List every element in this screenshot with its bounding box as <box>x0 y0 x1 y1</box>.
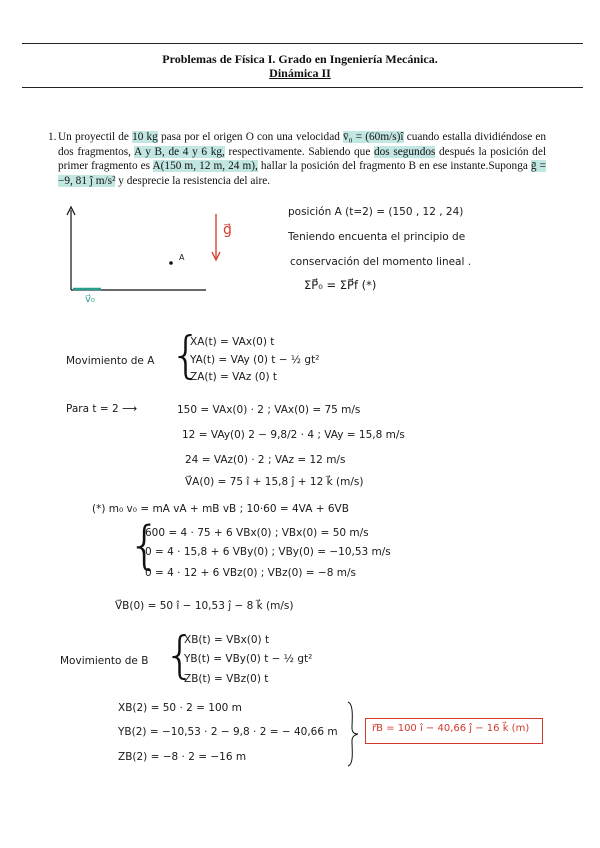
mov-b-eq2: YB(t) = VBy(0) t − ½ gt² <box>184 653 313 665</box>
note-position-a: posición A (t=2) = (150 , 12 , 24) <box>288 206 464 218</box>
header-subtitle-text: Dinámica II <box>269 66 331 80</box>
note-teniendo: Teniendo encuenta el principio de <box>288 231 466 243</box>
mov-a-eq3: ZA(t) = VAz (0) t <box>190 371 278 383</box>
para-line1: 150 = VAx(0) · 2 ; VAx(0) = 75 m/s <box>177 404 361 416</box>
highlighted-phrase: A y B, de 4 y 6 kg, <box>134 145 225 158</box>
mov-a-eq2: YA(t) = VAy (0) t − ½ gt² <box>190 354 320 366</box>
g-label: g⃗ <box>223 222 232 238</box>
note-sum-momentum: ΣP⃗₀ = ΣP⃗f (*) <box>304 278 377 292</box>
highlighted-phrase: A(150 m, 12 m, 24 m), <box>152 160 258 173</box>
point-a-label: A <box>179 253 185 262</box>
result-brace <box>348 702 358 766</box>
final-line2: YB(2) = −10,53 · 2 − 9,8 · 2 = − 40,66 m <box>118 726 338 738</box>
highlighted-phrase: v̄₀ = (60m/s)î <box>343 131 404 143</box>
para-label: Para t = 2 ⟶ <box>66 403 138 415</box>
momentum-brace: { <box>128 516 162 576</box>
mov-b-brace: { <box>164 626 196 684</box>
problem-text-fragment: respectivamente. Sabiendo que <box>224 145 374 158</box>
mov-b-eq1: XB(t) = VBx(0) t <box>184 634 270 646</box>
para-line2: 12 = VAy(0) 2 − 9,8/2 · 4 ; VAy = 15,8 m/s <box>182 429 405 441</box>
final-line3: ZB(2) = −8 · 2 = −16 m <box>118 751 247 763</box>
problem-text-fragment: Un proyectil de <box>58 131 133 143</box>
highlighted-phrase: ḡ = −9, 81 ĵ m/s² <box>58 160 546 187</box>
mov-a-label: Movimiento de A <box>66 355 155 367</box>
problem-number: 1. <box>48 131 57 143</box>
mov-a-brace: { <box>170 326 202 384</box>
highlighted-phrase: dos segundos <box>374 145 436 158</box>
problem-text-fragment: pasa por el origen O con una velocidad <box>157 131 344 143</box>
momentum-line3: 0 = 4 · 12 + 6 VBz(0) ; VBz(0) = −8 m/s <box>145 567 356 579</box>
header-title: Problemas de Física I. Grado en Ingeniería Mecánica. <box>162 52 438 66</box>
momentum-line2: 0 = 4 · 15,8 + 6 VBy(0) ; VBy(0) = −10,53 m/s <box>145 546 391 558</box>
v0-label: v⃗₀ <box>85 294 95 305</box>
note-conservacion: conservación del momento lineal . <box>290 256 472 268</box>
mov-b-eq3: ZB(t) = VBz(0) t <box>184 673 269 685</box>
problem-text-fragment: hallar la posición del fragmento B en ese instante.Suponga <box>257 160 531 173</box>
problem-text-fragment: y desprecie la resistencia del aire. <box>115 174 271 187</box>
highlighted-phrase: 10 kg <box>132 131 158 143</box>
final-line1: XB(2) = 50 · 2 = 100 m <box>118 702 242 714</box>
point-a <box>169 261 173 265</box>
mov-a-eq1: XA(t) = VAx(0) t <box>190 336 275 348</box>
mov-b-label: Movimiento de B <box>60 655 149 667</box>
problem-text-fragment: cuando estalla dividiéndose en dos fragmentos, <box>58 131 547 158</box>
result-text: r⃗B = 100 î − 40,66 ĵ − 16 k⃗ (m) <box>372 723 530 734</box>
momentum-line1: 600 = 4 · 75 + 6 VBx(0) ; VBx(0) = 50 m/s <box>145 527 369 539</box>
para-line4: V⃗A(0) = 75 î + 15,8 ĵ + 12 k⃗ (m/s) <box>185 476 364 488</box>
para-line3: 24 = VAz(0) · 2 ; VAz = 12 m/s <box>185 454 346 466</box>
vb-equation: V⃗B(0) = 50 î − 10,53 ĵ − 8 k⃗ (m/s) <box>115 600 294 612</box>
momentum-line0: (*) m₀ v₀ = mA vA + mB vB ; 10·60 = 4VA + 6VB <box>92 503 349 515</box>
problem-text-fragment: después la posición del primer fragmento es <box>58 145 546 173</box>
